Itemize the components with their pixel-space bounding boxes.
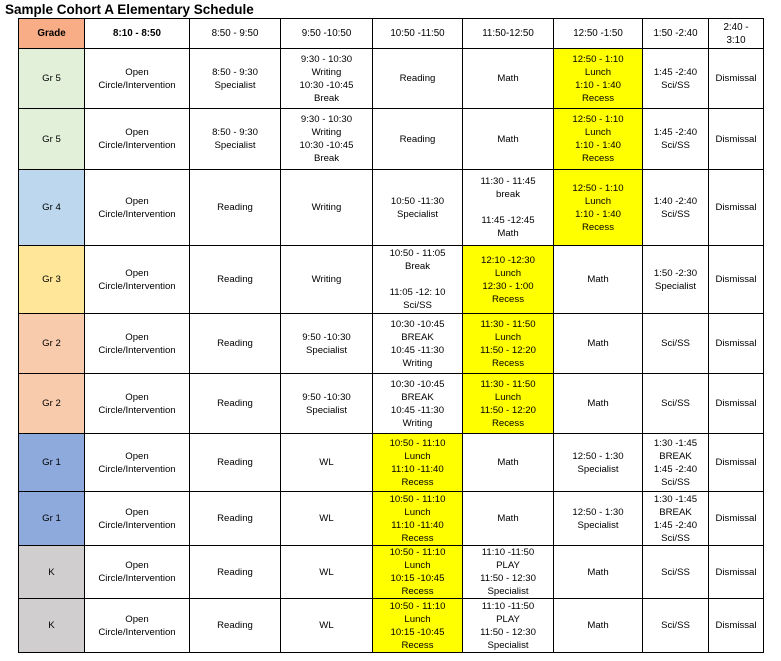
schedule-cell: Reading [190, 246, 281, 314]
schedule-cell: Reading [373, 109, 463, 170]
schedule-cell: Open Circle/Intervention [85, 109, 190, 170]
schedule-cell: Reading [190, 434, 281, 492]
schedule-cell: 12:50 - 1:30 Specialist [554, 492, 643, 546]
schedule-cell: Reading [190, 546, 281, 599]
schedule-cell: Dismissal [709, 109, 764, 170]
schedule-cell: Sci/SS [643, 374, 709, 434]
table-row [19, 49, 764, 109]
header-grade: Grade [19, 19, 85, 49]
schedule-cell: Sci/SS [643, 546, 709, 599]
schedule-cell: Reading [190, 492, 281, 546]
schedule-cell: WL [281, 599, 373, 653]
schedule-cell: Dismissal [709, 374, 764, 434]
lunch-recess-cell: 12:10 -12:30 Lunch 12:30 - 1:00 Recess [463, 246, 554, 314]
schedule-cell: 10:30 -10:45 BREAK 10:45 -11:30 Writing [373, 314, 463, 374]
schedule-cell: 12:50 - 1:30 Specialist [554, 434, 643, 492]
schedule-cell: 11:10 -11:50 PLAY 11:50 - 12:30 Specialist [463, 599, 554, 653]
table-row [19, 434, 764, 492]
schedule-cell: Math [463, 109, 554, 170]
schedule-cell: Reading [190, 170, 281, 246]
header-row [19, 19, 764, 49]
schedule-cell: Math [463, 434, 554, 492]
grade-cell: Gr 4 [19, 170, 85, 246]
schedule-cell: WL [281, 546, 373, 599]
header-period-1: 8:10 - 8:50 [85, 19, 190, 49]
grade-cell: Gr 3 [19, 246, 85, 314]
schedule-cell: Writing [281, 170, 373, 246]
schedule-table [18, 18, 764, 653]
schedule-cell: Dismissal [709, 434, 764, 492]
header-period-3: 9:50 -10:50 [281, 19, 373, 49]
schedule-cell: Math [554, 546, 643, 599]
schedule-cell: Dismissal [709, 49, 764, 109]
lunch-recess-cell: 12:50 - 1:10 Lunch 1:10 - 1:40 Recess [554, 109, 643, 170]
schedule-cell: Math [554, 246, 643, 314]
schedule-cell: Open Circle/Intervention [85, 170, 190, 246]
header-period-2: 8:50 - 9:50 [190, 19, 281, 49]
schedule-cell: 8:50 - 9:30 Specialist [190, 49, 281, 109]
grade-cell: K [19, 599, 85, 653]
schedule-cell: Open Circle/Intervention [85, 246, 190, 314]
table-row [19, 492, 764, 546]
schedule-cell: Reading [373, 49, 463, 109]
schedule-cell: Dismissal [709, 546, 764, 599]
header-period-6: 12:50 -1:50 [554, 19, 643, 49]
schedule-cell: Open Circle/Intervention [85, 434, 190, 492]
schedule-cell: 9:50 -10:30 Specialist [281, 374, 373, 434]
schedule-cell: 10:30 -10:45 BREAK 10:45 -11:30 Writing [373, 374, 463, 434]
schedule-cell: 11:10 -11:50 PLAY 11:50 - 12:30 Specialist [463, 546, 554, 599]
schedule-cell: 1:40 -2:40 Sci/SS [643, 170, 709, 246]
table-row [19, 246, 764, 314]
lunch-recess-cell: 12:50 - 1:10 Lunch 1:10 - 1:40 Recess [554, 170, 643, 246]
schedule-cell: Math [463, 49, 554, 109]
schedule-cell: Reading [190, 599, 281, 653]
schedule-cell: 1:50 -2:30 Specialist [643, 246, 709, 314]
schedule-cell: 11:30 - 11:45 break 11:45 -12:45 Math [463, 170, 554, 246]
grade-cell: Gr 5 [19, 109, 85, 170]
schedule-cell: Dismissal [709, 492, 764, 546]
schedule-cell: 1:45 -2:40 Sci/SS [643, 109, 709, 170]
lunch-recess-cell: 10:50 - 11:10 Lunch 10:15 -10:45 Recess [373, 546, 463, 599]
grade-cell: Gr 2 [19, 314, 85, 374]
table-row [19, 599, 764, 653]
schedule-cell: Dismissal [709, 314, 764, 374]
header-period-5: 11:50-12:50 [463, 19, 554, 49]
schedule-cell: Math [554, 599, 643, 653]
header-period-4: 10:50 -11:50 [373, 19, 463, 49]
schedule-cell: WL [281, 492, 373, 546]
schedule-cell: Open Circle/Intervention [85, 599, 190, 653]
schedule-cell: Dismissal [709, 246, 764, 314]
lunch-recess-cell: 12:50 - 1:10 Lunch 1:10 - 1:40 Recess [554, 49, 643, 109]
schedule-cell: Sci/SS [643, 599, 709, 653]
table-row [19, 170, 764, 246]
schedule-cell: Sci/SS [643, 314, 709, 374]
schedule-cell: 1:30 -1:45 BREAK 1:45 -2:40 Sci/SS [643, 434, 709, 492]
schedule-cell: Open Circle/Intervention [85, 314, 190, 374]
schedule-cell: 1:45 -2:40 Sci/SS [643, 49, 709, 109]
grade-cell: K [19, 546, 85, 599]
lunch-recess-cell: 11:30 - 11:50 Lunch 11:50 - 12:20 Recess [463, 374, 554, 434]
table-row [19, 109, 764, 170]
schedule-cell: Dismissal [709, 170, 764, 246]
grade-cell: Gr 1 [19, 434, 85, 492]
schedule-cell: Reading [190, 374, 281, 434]
table-row [19, 314, 764, 374]
schedule-cell: Open Circle/Intervention [85, 492, 190, 546]
header-period-8: 2:40 - 3:10 [709, 19, 764, 49]
schedule-cell: Math [463, 492, 554, 546]
schedule-cell: Math [554, 314, 643, 374]
lunch-recess-cell: 10:50 - 11:10 Lunch 11:10 -11:40 Recess [373, 434, 463, 492]
schedule-cell: Dismissal [709, 599, 764, 653]
schedule-cell: Writing [281, 246, 373, 314]
schedule-cell: WL [281, 434, 373, 492]
table-row [19, 546, 764, 599]
grade-cell: Gr 2 [19, 374, 85, 434]
schedule-cell: 1:30 -1:45 BREAK 1:45 -2:40 Sci/SS [643, 492, 709, 546]
schedule-cell: 9:30 - 10:30 Writing 10:30 -10:45 Break [281, 49, 373, 109]
schedule-cell: 8:50 - 9:30 Specialist [190, 109, 281, 170]
table-row [19, 374, 764, 434]
schedule-cell: 9:30 - 10:30 Writing 10:30 -10:45 Break [281, 109, 373, 170]
page-title: Sample Cohort A Elementary Schedule [5, 2, 254, 17]
schedule-cell: Math [554, 374, 643, 434]
schedule-cell: Open Circle/Intervention [85, 49, 190, 109]
lunch-recess-cell: 11:30 - 11:50 Lunch 11:50 - 12:20 Recess [463, 314, 554, 374]
schedule-cell: Reading [190, 314, 281, 374]
schedule-cell: 10:50 - 11:05 Break 11:05 -12: 10 Sci/SS [373, 246, 463, 314]
lunch-recess-cell: 10:50 - 11:10 Lunch 10:15 -10:45 Recess [373, 599, 463, 653]
grade-cell: Gr 1 [19, 492, 85, 546]
schedule-cell: 9:50 -10:30 Specialist [281, 314, 373, 374]
schedule-cell: Open Circle/Intervention [85, 374, 190, 434]
grade-cell: Gr 5 [19, 49, 85, 109]
schedule-cell: Open Circle/Intervention [85, 546, 190, 599]
lunch-recess-cell: 10:50 - 11:10 Lunch 11:10 -11:40 Recess [373, 492, 463, 546]
header-period-7: 1:50 -2:40 [643, 19, 709, 49]
schedule-cell: 10:50 -11:30 Specialist [373, 170, 463, 246]
